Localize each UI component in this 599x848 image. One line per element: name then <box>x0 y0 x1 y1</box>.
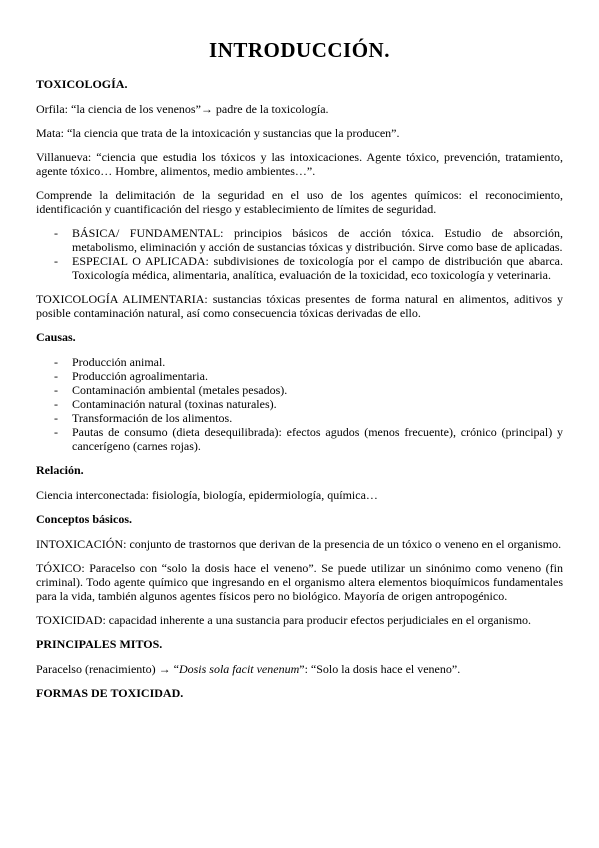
page-title: INTRODUCCIÓN. <box>209 38 390 62</box>
list-item: - Producción animal. <box>36 355 563 369</box>
section-heading-relacion: Relación. <box>36 463 84 477</box>
section-heading-causas: Causas. <box>36 330 76 344</box>
list-item: - Contaminación natural (toxinas naturales). <box>36 397 563 411</box>
toxicology-types-list <box>36 226 563 282</box>
definition-villanueva: Villanueva: “ciencia que estudia los tóxicos y las intoxicaciones. Agente tóxico, prevención, tratamiento, agente tóxico… Hombre, alimentos, medio ambientes…”. <box>36 150 563 178</box>
latin-quote: Dosis sola facit venenum <box>178 662 300 676</box>
list-item: - Transformación de los alimentos. <box>36 411 563 425</box>
section-heading-mitos: PRINCIPALES MITOS. <box>36 637 163 651</box>
section-heading-conceptos: Conceptos básicos. <box>36 512 133 526</box>
paragraph-relacion: Ciencia interconectada: fisiología, biología, epidermiología, química… <box>36 488 378 502</box>
paragraph-toxicologia-alimentaria: TOXICOLOGÍA ALIMENTARIA: sustancias tóxicas presentes de forma natural en alimentos, aditivos y posible contaminación natural, así como consecuencia tóxicas derivadas de ello. <box>36 292 563 320</box>
list-item: - Contaminación ambiental (metales pesados). <box>36 383 563 397</box>
paracelso-translation: ”: “Solo la dosis hace el veneno”. <box>299 662 461 676</box>
definition-intoxicacion: INTOXICACIÓN: conjunto de trastornos que derivan de la presencia de un tóxico o veneno en el organismo. <box>36 537 562 551</box>
paragraph-paracelso <box>36 662 563 676</box>
list-item: - BÁSICA/ FUNDAMENTAL: principios básicos de acción tóxica. Estudio de absorción, metabolismo, eliminación y acción de sustancias tóxicas y distribución. Sirve como base de aplicadas. <box>36 226 563 254</box>
definition-mata: Mata: “la ciencia que trata de la intoxicación y sustancias que la producen”. <box>36 126 400 140</box>
paragraph-comprende: Comprende la delimitación de la seguridad en el uso de los agentes químicos: el reconocimiento, identificación y cuantificación del riesgo y establecimiento de límites de seguridad. <box>36 188 563 216</box>
definition-toxicidad: TOXICIDAD: capacidad inherente a una sustancia para producir efectos perjudiciales en el organismo. <box>36 613 532 627</box>
section-heading-toxicologia: TOXICOLOGÍA. <box>36 77 128 91</box>
list-item: - Pautas de consumo (dieta desequilibrada): efectos agudos (menos frecuente), crónico (principal) y cancerígeno (carnes rojas). <box>36 425 563 453</box>
definition-toxico: TÓXICO: Paracelso con “solo la dosis hace el veneno”. Se puede utilizar un sinónimo como veneno (fin criminal). Todo agente químico que ingresando en el organismo altera elementos bioquímicos fundamentales para la vida, también algunos agentes físicos pero no biológico. Mayoría de origen antropogénico. <box>36 561 563 603</box>
list-item: - Producción agroalimentaria. <box>36 369 563 383</box>
document-page <box>36 30 563 711</box>
definition-orfila: Orfila: “la ciencia de los venenos”→ padre de la toxicología. <box>36 102 329 116</box>
section-heading-formas: FORMAS DE TOXICIDAD. <box>36 686 184 700</box>
list-item: - ESPECIAL O APLICADA: subdivisiones de toxicología por el campo de distribución que abarca. Toxicología médica, alimentaria, analítica, evaluación de la toxicidad, eco toxicología y veterinaria. <box>36 254 563 282</box>
paracelso-intro: Paracelso (renacimiento) → “ <box>36 662 179 676</box>
causes-list <box>36 355 563 453</box>
